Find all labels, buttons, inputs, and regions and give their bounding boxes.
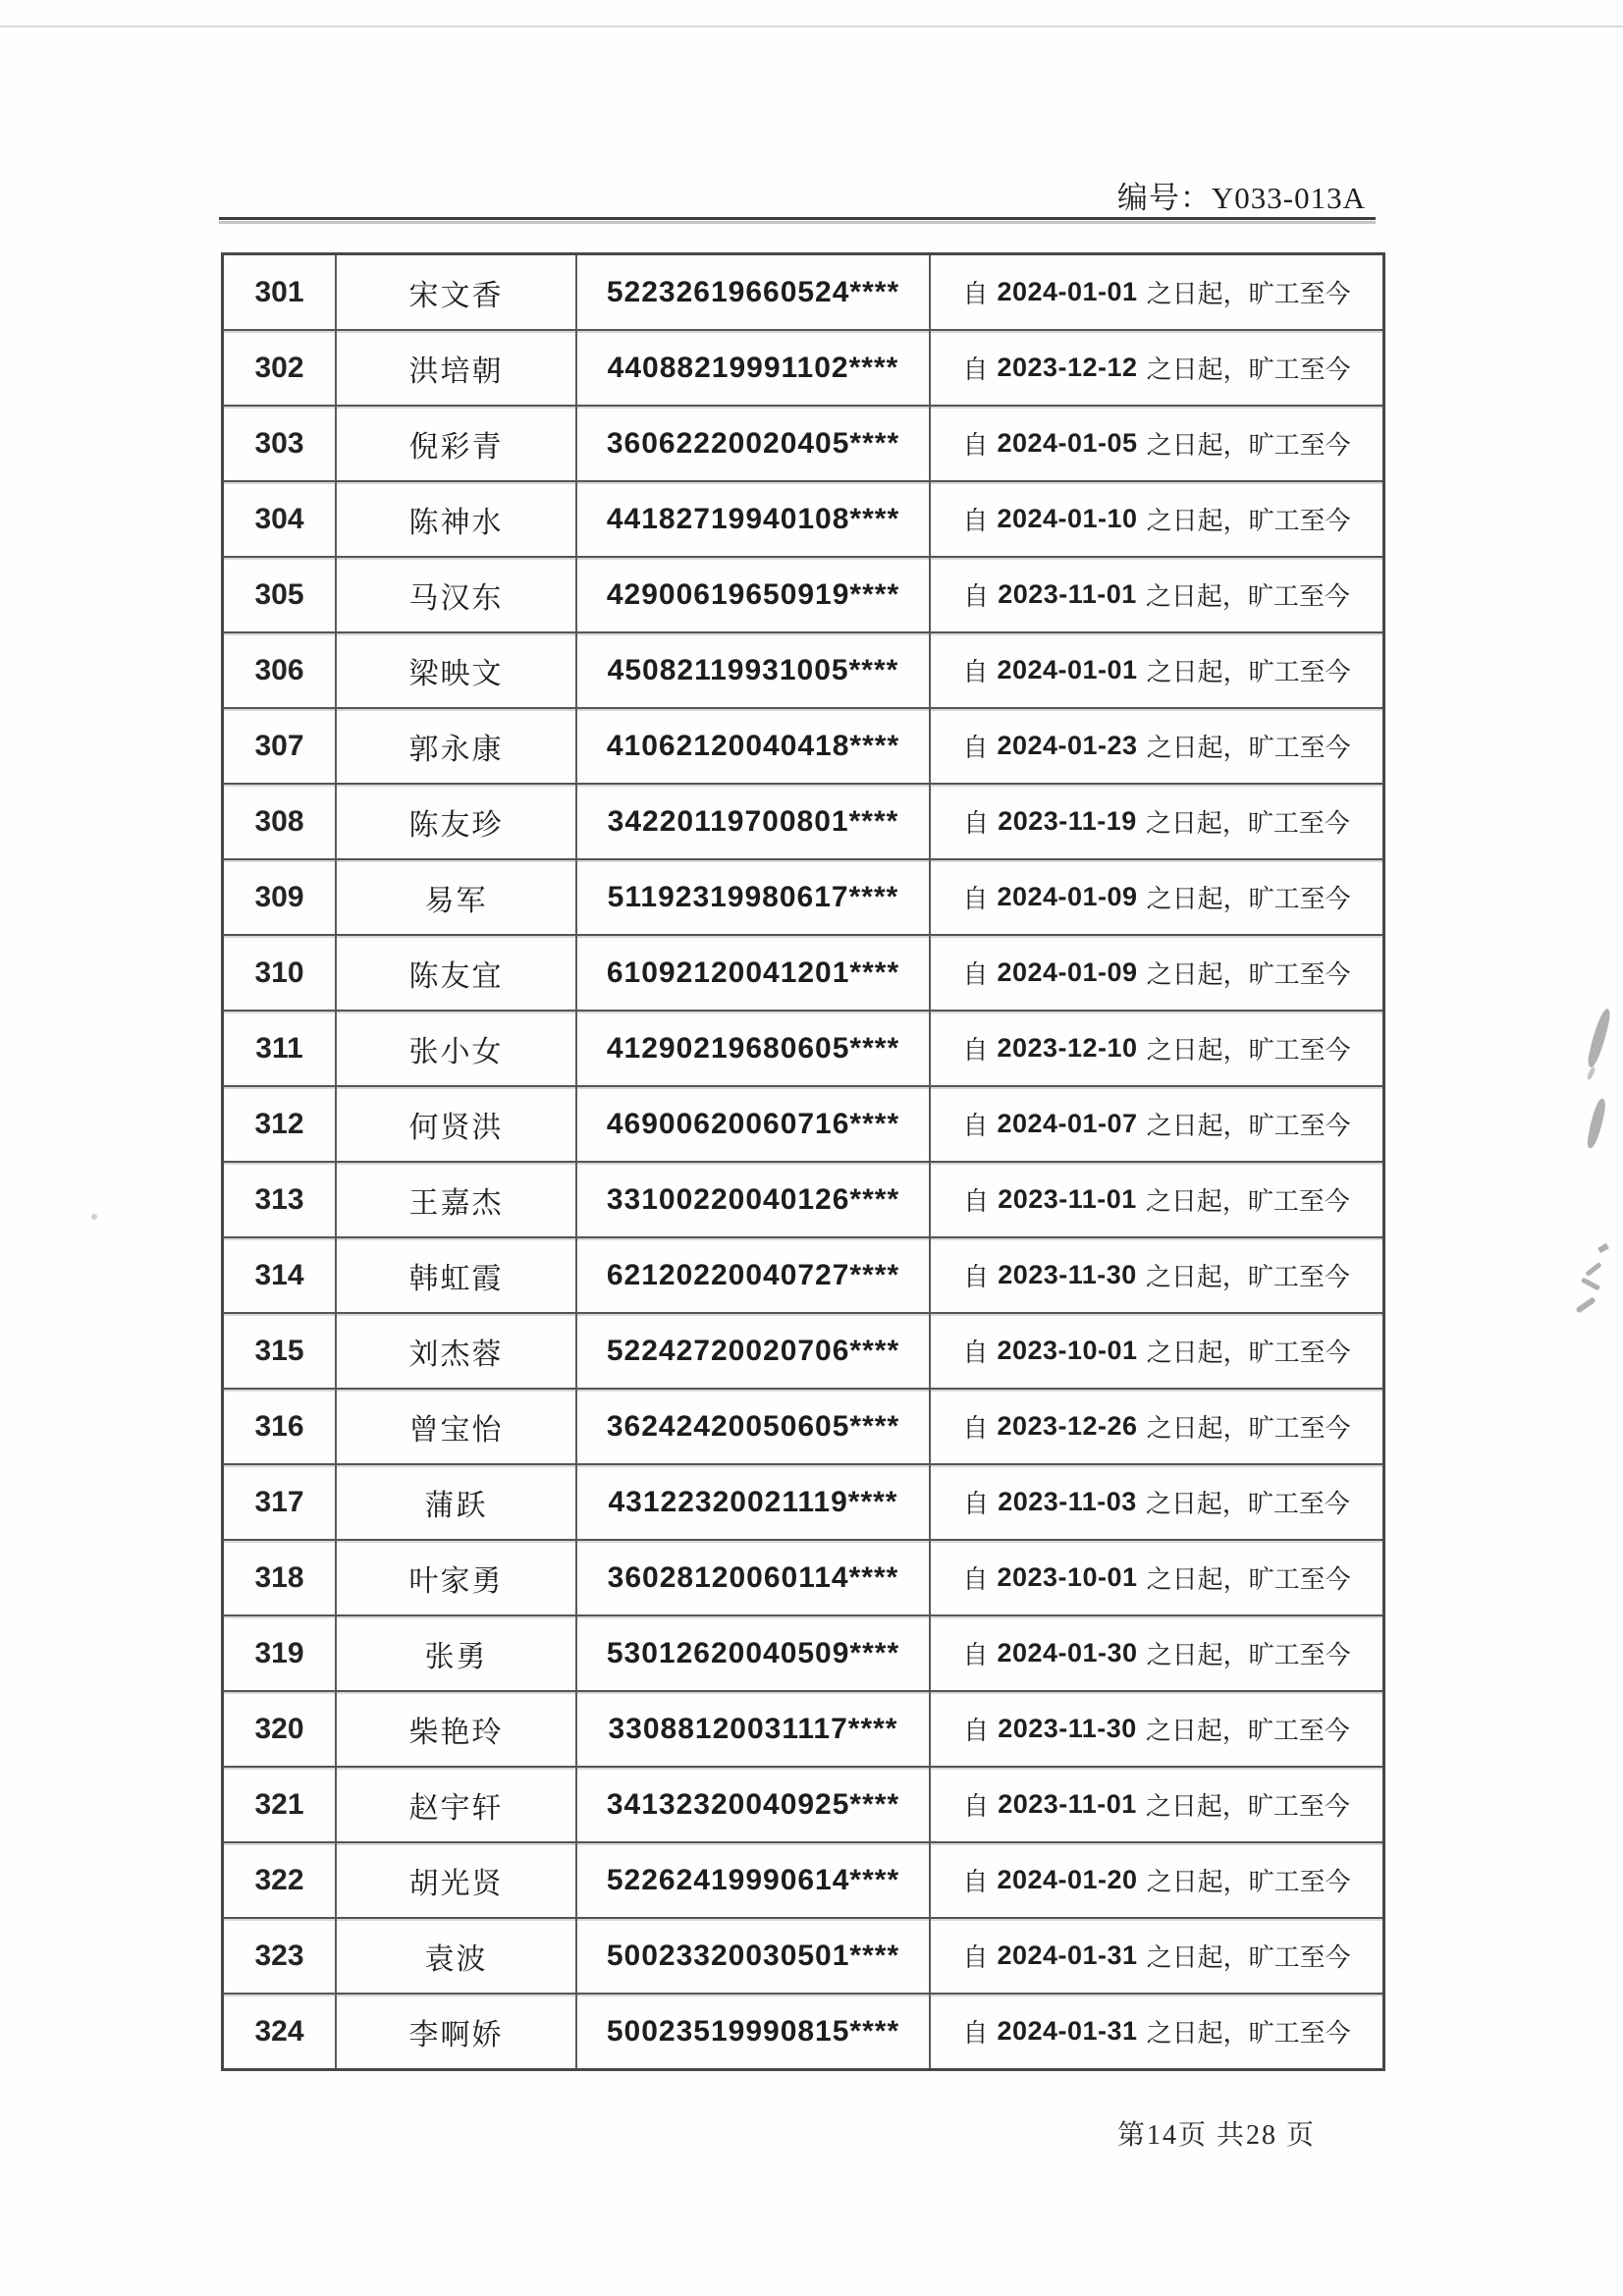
absence-note-suffix: 之日起，旷工至今 xyxy=(1145,582,1350,611)
cell-index: 309 xyxy=(254,880,304,913)
cell-name: 王嘉杰 xyxy=(335,1163,575,1236)
cell-name: 洪培朝 xyxy=(335,331,575,405)
cell-name: 陈友珍 xyxy=(335,785,575,858)
cell-absence-note xyxy=(929,1011,1382,1085)
cell-id-number: 44088219991102**** xyxy=(575,331,929,405)
cell-index: 311 xyxy=(255,1031,303,1065)
absence-note-prefix: 自 xyxy=(962,1943,989,1972)
table-row xyxy=(224,934,1382,1010)
absence-start-date: 2023-10-01 xyxy=(997,1336,1138,1365)
absence-start-date: 2023-11-19 xyxy=(998,806,1137,836)
cell-name: 张小女 xyxy=(335,1011,575,1085)
cell-id-number: 62120220040727**** xyxy=(575,1238,929,1312)
absence-start-date: 2023-11-30 xyxy=(998,1714,1137,1743)
absence-note-suffix: 之日起，旷工至今 xyxy=(1146,734,1351,762)
absence-note-suffix: 之日起，旷工至今 xyxy=(1145,1187,1350,1216)
absence-note-suffix: 之日起，旷工至今 xyxy=(1145,1792,1350,1821)
absence-note-suffix: 之日起，旷工至今 xyxy=(1146,1943,1351,1972)
absence-note-suffix: 之日起，旷工至今 xyxy=(1146,507,1351,535)
absence-start-date: 2023-10-01 xyxy=(997,1562,1138,1592)
cell-absence-note xyxy=(929,331,1382,405)
cell-id-number: 50023519990815**** xyxy=(575,1995,929,2068)
absence-note-prefix: 自 xyxy=(963,1263,990,1291)
absence-note-prefix: 自 xyxy=(962,885,989,913)
absence-start-date: 2023-11-01 xyxy=(998,1789,1137,1819)
cell-absence-note xyxy=(929,1995,1382,2068)
cell-name: 蒲跃 xyxy=(335,1465,575,1539)
absence-note-suffix: 之日起，旷工至今 xyxy=(1146,280,1351,308)
absence-start-date: 2023-11-01 xyxy=(998,579,1137,609)
cell-id-number: 45082119931005**** xyxy=(575,633,929,707)
cell-absence-note xyxy=(929,1843,1382,1917)
cell-absence-note xyxy=(929,1541,1382,1614)
cell-index: 317 xyxy=(254,1485,304,1518)
absence-note-prefix: 自 xyxy=(962,1414,989,1443)
absence-start-date: 2024-01-20 xyxy=(997,1865,1138,1894)
cell-absence-note xyxy=(929,1238,1382,1312)
absence-note-suffix: 之日起，旷工至今 xyxy=(1146,355,1351,384)
cell-absence-note xyxy=(929,860,1382,934)
cell-absence-note xyxy=(929,1692,1382,1766)
table-row xyxy=(224,1463,1382,1539)
absence-note-suffix: 之日起，旷工至今 xyxy=(1146,1036,1351,1065)
absence-note-prefix: 自 xyxy=(962,1339,989,1367)
cell-index: 323 xyxy=(254,1939,304,1972)
absence-start-date: 2024-01-01 xyxy=(997,277,1138,306)
table-row xyxy=(224,1690,1382,1766)
table-row xyxy=(224,556,1382,631)
table-row xyxy=(224,1841,1382,1917)
absence-start-date: 2024-01-07 xyxy=(997,1109,1138,1138)
cell-index: 305 xyxy=(254,577,304,611)
cell-name: 赵宇轩 xyxy=(335,1768,575,1841)
table-row xyxy=(224,858,1382,934)
cell-id-number: 43122320021119**** xyxy=(575,1465,929,1539)
table-row xyxy=(224,1085,1382,1161)
absence-start-date: 2023-12-10 xyxy=(997,1033,1138,1063)
cell-index: 320 xyxy=(254,1712,304,1745)
cell-name: 陈友宜 xyxy=(335,936,575,1010)
cell-id-number: 51192319980617**** xyxy=(575,860,929,934)
cell-index: 321 xyxy=(254,1787,304,1821)
table-row xyxy=(224,631,1382,707)
cell-absence-note xyxy=(929,1087,1382,1161)
absence-note-suffix: 之日起，旷工至今 xyxy=(1146,658,1351,686)
absence-note-prefix: 自 xyxy=(962,1036,989,1065)
table-row xyxy=(224,1388,1382,1463)
cell-id-number: 44182719940108**** xyxy=(575,482,929,556)
cell-index: 324 xyxy=(254,2014,304,2048)
cell-index: 303 xyxy=(254,426,304,460)
cell-name: 张勇 xyxy=(335,1616,575,1690)
scan-artifact-mark xyxy=(1587,1007,1612,1068)
cell-name: 陈神水 xyxy=(335,482,575,556)
table-row xyxy=(224,480,1382,556)
cell-id-number: 36062220020405**** xyxy=(575,407,929,480)
scan-artifact-dot xyxy=(91,1214,97,1220)
cell-id-number: 53012620040509**** xyxy=(575,1616,929,1690)
absence-note-prefix: 自 xyxy=(962,507,989,535)
cell-absence-note xyxy=(929,482,1382,556)
table-row xyxy=(224,1993,1382,2068)
cell-name: 刘杰蓉 xyxy=(335,1314,575,1388)
absence-start-date: 2024-01-05 xyxy=(997,428,1138,458)
absence-note-suffix: 之日起，旷工至今 xyxy=(1146,885,1351,913)
table-row xyxy=(224,1766,1382,1841)
absence-note-prefix: 自 xyxy=(962,431,989,460)
cell-id-number: 36242420050605**** xyxy=(575,1390,929,1463)
cell-absence-note xyxy=(929,936,1382,1010)
absence-note-prefix: 自 xyxy=(962,1565,989,1594)
scan-artifact-mark xyxy=(1597,1243,1609,1253)
absence-note-suffix: 之日起，旷工至今 xyxy=(1146,1112,1351,1140)
cell-id-number: 33100220040126**** xyxy=(575,1163,929,1236)
absence-start-date: 2024-01-30 xyxy=(997,1638,1138,1667)
cell-id-number: 41290219680605**** xyxy=(575,1011,929,1085)
table-row xyxy=(224,1917,1382,1993)
absence-note-prefix: 自 xyxy=(962,960,989,989)
cell-absence-note xyxy=(929,785,1382,858)
cell-index: 313 xyxy=(254,1182,304,1216)
cell-absence-note xyxy=(929,1314,1382,1388)
absence-note-suffix: 之日起，旷工至今 xyxy=(1146,960,1351,989)
table-row xyxy=(224,707,1382,783)
absence-note-suffix: 之日起，旷工至今 xyxy=(1146,1414,1351,1443)
absence-start-date: 2024-01-31 xyxy=(997,2016,1138,2046)
scan-artifact-top-line xyxy=(0,26,1623,27)
absence-start-date: 2023-11-03 xyxy=(998,1487,1137,1516)
cell-index: 312 xyxy=(254,1107,304,1140)
cell-index: 304 xyxy=(254,502,304,535)
cell-index: 310 xyxy=(254,956,304,989)
table-row xyxy=(224,1614,1382,1690)
cell-name: 郭永康 xyxy=(335,709,575,783)
header-rule xyxy=(219,217,1376,220)
cell-name: 韩虹霞 xyxy=(335,1238,575,1312)
cell-index: 314 xyxy=(254,1258,304,1291)
absence-start-date: 2024-01-01 xyxy=(997,655,1138,684)
absence-note-suffix: 之日起，旷工至今 xyxy=(1146,431,1351,460)
absence-note-suffix: 之日起，旷工至今 xyxy=(1145,1263,1350,1291)
absence-note-suffix: 之日起，旷工至今 xyxy=(1145,1717,1350,1745)
cell-id-number: 33088120031117**** xyxy=(575,1692,929,1766)
scan-artifact-mark xyxy=(1575,1296,1596,1314)
cell-absence-note xyxy=(929,407,1382,480)
absence-note-suffix: 之日起，旷工至今 xyxy=(1146,2019,1351,2048)
cell-name: 胡光贤 xyxy=(335,1843,575,1917)
cell-absence-note xyxy=(929,709,1382,783)
table-row xyxy=(224,329,1382,405)
cell-index: 319 xyxy=(254,1636,304,1669)
cell-absence-note xyxy=(929,1919,1382,1993)
scan-artifact-mark xyxy=(1586,1066,1596,1081)
absence-note-suffix: 之日起，旷工至今 xyxy=(1145,1490,1350,1518)
cell-name: 马汉东 xyxy=(335,558,575,631)
absence-note-prefix: 自 xyxy=(962,355,989,384)
cell-name: 柴艳玲 xyxy=(335,1692,575,1766)
scan-artifact-mark xyxy=(1587,1097,1607,1149)
absence-note-prefix: 自 xyxy=(962,734,989,762)
absence-note-prefix: 自 xyxy=(963,1792,990,1821)
cell-index: 307 xyxy=(254,729,304,762)
absence-start-date: 2023-12-12 xyxy=(997,353,1138,382)
absence-start-date: 2023-11-01 xyxy=(998,1184,1137,1214)
cell-index: 301 xyxy=(254,275,304,308)
absence-note-prefix: 自 xyxy=(963,809,990,838)
scan-artifact-mark xyxy=(1581,1278,1600,1291)
absence-note-prefix: 自 xyxy=(962,280,989,308)
cell-absence-note xyxy=(929,1465,1382,1539)
cell-name: 袁波 xyxy=(335,1919,575,1993)
doc-number: 编号：Y033-013A xyxy=(1116,181,1366,215)
cell-name: 叶家勇 xyxy=(335,1541,575,1614)
absence-note-suffix: 之日起，旷工至今 xyxy=(1145,809,1350,838)
absence-note-prefix: 自 xyxy=(963,582,990,611)
absence-note-prefix: 自 xyxy=(963,1717,990,1745)
table-row xyxy=(224,405,1382,480)
table-row xyxy=(224,1312,1382,1388)
absence-note-prefix: 自 xyxy=(963,1490,990,1518)
absence-note-suffix: 之日起，旷工至今 xyxy=(1146,1339,1351,1367)
absentee-table xyxy=(221,252,1385,2071)
cell-absence-note xyxy=(929,1163,1382,1236)
cell-name: 李啊娇 xyxy=(335,1995,575,2068)
page-footer: 第14页 共28 页 xyxy=(1117,2120,1317,2151)
cell-absence-note xyxy=(929,1616,1382,1690)
cell-id-number: 41062120040418**** xyxy=(575,709,929,783)
absence-start-date: 2023-12-26 xyxy=(997,1411,1138,1441)
cell-name: 曾宝怡 xyxy=(335,1390,575,1463)
cell-id-number: 46900620060716**** xyxy=(575,1087,929,1161)
cell-name: 易军 xyxy=(335,860,575,934)
absence-note-suffix: 之日起，旷工至今 xyxy=(1146,1868,1351,1896)
absence-note-prefix: 自 xyxy=(962,2019,989,2048)
absence-start-date: 2024-01-10 xyxy=(997,504,1138,533)
absence-start-date: 2024-01-23 xyxy=(997,731,1138,760)
cell-id-number: 36028120060114**** xyxy=(575,1541,929,1614)
cell-index: 316 xyxy=(254,1409,304,1443)
table-row xyxy=(224,1236,1382,1312)
cell-name: 倪彩青 xyxy=(335,407,575,480)
cell-absence-note xyxy=(929,1390,1382,1463)
cell-id-number: 34132320040925**** xyxy=(575,1768,929,1841)
cell-absence-note xyxy=(929,558,1382,631)
cell-index: 318 xyxy=(254,1560,304,1594)
cell-id-number: 52242720020706**** xyxy=(575,1314,929,1388)
cell-id-number: 52232619660524**** xyxy=(575,255,929,329)
table-row xyxy=(224,1010,1382,1085)
cell-index: 315 xyxy=(254,1334,304,1367)
table-row xyxy=(224,255,1382,329)
scan-artifact-mark xyxy=(1585,1262,1601,1277)
cell-index: 322 xyxy=(254,1863,304,1896)
absence-start-date: 2024-01-09 xyxy=(997,882,1138,911)
table-row xyxy=(224,1539,1382,1614)
absence-note-suffix: 之日起，旷工至今 xyxy=(1146,1641,1351,1669)
cell-id-number: 61092120041201**** xyxy=(575,936,929,1010)
cell-absence-note xyxy=(929,633,1382,707)
cell-index: 306 xyxy=(254,653,304,686)
table-row xyxy=(224,1161,1382,1236)
cell-name: 宋文香 xyxy=(335,255,575,329)
cell-name: 梁映文 xyxy=(335,633,575,707)
absence-note-prefix: 自 xyxy=(962,1641,989,1669)
cell-id-number: 52262419990614**** xyxy=(575,1843,929,1917)
cell-absence-note xyxy=(929,1768,1382,1841)
absence-start-date: 2024-01-09 xyxy=(997,957,1138,987)
cell-id-number: 34220119700801**** xyxy=(575,785,929,858)
cell-id-number: 42900619650919**** xyxy=(575,558,929,631)
absence-note-prefix: 自 xyxy=(962,1868,989,1896)
cell-absence-note xyxy=(929,255,1382,329)
absence-start-date: 2024-01-31 xyxy=(997,1941,1138,1970)
cell-id-number: 50023320030501**** xyxy=(575,1919,929,1993)
absence-start-date: 2023-11-30 xyxy=(998,1260,1137,1289)
cell-index: 308 xyxy=(254,804,304,838)
cell-index: 302 xyxy=(254,351,304,384)
absence-note-suffix: 之日起，旷工至今 xyxy=(1146,1565,1351,1594)
absence-note-prefix: 自 xyxy=(962,1112,989,1140)
absence-note-prefix: 自 xyxy=(963,1187,990,1216)
absence-note-prefix: 自 xyxy=(962,658,989,686)
table-row xyxy=(224,783,1382,858)
cell-name: 何贤洪 xyxy=(335,1087,575,1161)
